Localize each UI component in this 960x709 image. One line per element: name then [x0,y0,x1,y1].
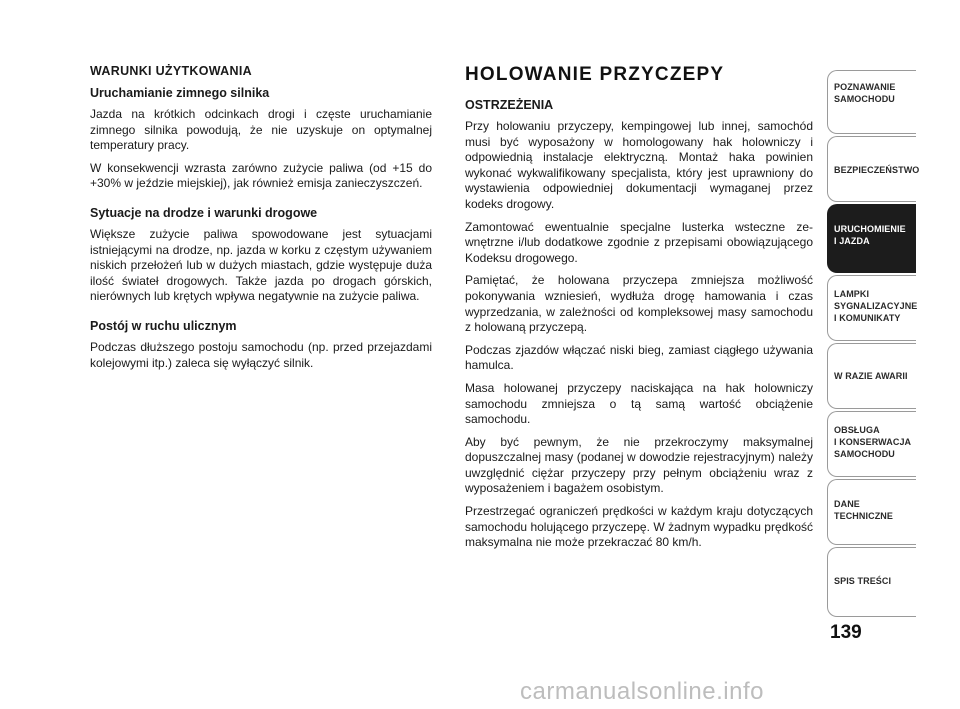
tab-bezpieczenstwo[interactable] [827,136,920,202]
tab-dane-techniczne[interactable] [827,479,916,545]
section-heading-warunki: WARUNKI UŻYTKOWANIA [90,64,252,78]
paragraph: Podczas dłuższego postoju samochodu (np. przed przejazdami kolejowymi itp.) zaleca się wyłączyć silnik. [90,339,432,370]
subheading-road-conditions: Sytuacje na drodze i warunki drogowe [90,205,318,220]
tab-label: SAMOCHODU [834,449,895,459]
subheading-cold-start: Uruchamianie zimnego silnika [90,86,270,100]
tab-label: I KONSERWACJA [834,437,912,447]
warning-heading: OSTRZEŻENIA [465,98,554,112]
paragraph: Podczas zjazdów włączać niski bieg, zamiast ciągłego używania hamulca. [465,342,813,373]
paragraph: Przestrzegać ograniczeń prędkości w każdym kraju dotyczących samochodu holującego przyczepę. W żadnym wypadku prędkość maksymalna nie może przekraczać 80 km/h. [465,504,813,550]
tab-uruchomienie-i-jazda[interactable] [827,204,916,273]
tab-lampki-sygnalizacyjne[interactable] [827,275,916,341]
tab-label: DANE [834,499,860,509]
paragraph: Zamontować ewentualnie specjalne lusterka wsteczne ze-wnętrzne i/lub dodatkowe zgodnie z przepisami obowiązującego Kodeksu drogowego. [465,219,813,265]
tab-obsluga-i-konserwacja[interactable] [827,411,916,477]
page-number: 139 [830,622,862,643]
paragraph: Większe zużycie paliwa spowodowane jest sytuacjami istniejącymi na drodze, np. jazda w korku z częstym używaniem niskich przełożeń lub w dużych miastach, gdzie występuje duża ilość świateł drogowych. Także jazda po drogach górskich, nierównych lub krętych wpływa negatywnie na zużycie paliwa. [90,226,432,304]
tab-label: SYGNALIZACYJNE [834,301,918,311]
tab-spis-tresci[interactable] [827,547,916,617]
tab-poznawanie-samochodu[interactable] [827,70,916,134]
page-title: HOLOWANIE PRZYCZEPY [465,64,725,85]
tab-label: SPIS TREŚCI [834,576,892,586]
paragraph: W konsekwencji wzrasta zarówno zużycie paliwa (od +15 do +30% w jeździe miejskiej), jak również emisja zanieczyszczeń. [90,160,432,191]
tab-w-razie-awarii[interactable] [827,343,916,409]
tab-label: SAMOCHODU [834,94,895,104]
tab-label: I JAZDA [834,236,870,246]
right-column [465,64,813,558]
paragraph: Masa holowanej przyczepy naciskająca na hak holowniczy samochodu zmniejsza o tą samą wartość obciążenie samochodu. [465,380,813,427]
tab-label: URUCHOMIENIE [834,224,906,234]
subheading-traffic-stop: Postój w ruchu ulicznym [90,318,237,333]
watermark: carmanualsonline.info [520,678,764,705]
tab-label: OBSŁUGA [834,425,880,435]
paragraph: Jazda na krótkich odcinkach drogi i częste uruchamianie zimnego silnika powodują, że nie uzyskuje on optymalnej temperatury pracy. [90,107,432,153]
tab-label: I KOMUNIKATY [834,313,901,323]
tab-label: BEZPIECZEŃSTWO [834,165,920,175]
tab-label: POZNAWANIE [834,82,896,92]
paragraph: Przy holowaniu przyczepy, kempingowej lub innej, samochód musi być wyposażony w homologowany hak holowniczy i odpowiednią instalacje elektryczną. Montaż haka powinien wykonać wykwalifikowany specjalista, który jest uprawniony do wystawienia odpowiedniej dokumentacji wymaganej przez kodeks drogowy. [465,119,813,211]
paragraph: Aby być pewnym, że nie przekroczymy maksymalnej dopuszczalnej masy (podanej w dowodzie rejestracyjnym) należy uwzględnić ciężar przyczepy przy pełnym obciążeniu wraz z wyposażeniem i bagażem osobistym. [465,434,813,496]
chapter-tabs [827,70,920,619]
tab-label: W RAZIE AWARII [834,371,908,381]
paragraph: Pamiętać, że holowana przyczepa zmniejsza możliwość pokonywania wzniesień, wydłuża drogę hamowania i czas wyprzedzania, w zależności od kompleksowej masy samochodu z holowaną przyczepą. [465,273,813,335]
left-column [90,64,432,378]
tab-label: TECHNICZNE [834,511,893,521]
tab-label: LAMPKI [834,289,870,299]
